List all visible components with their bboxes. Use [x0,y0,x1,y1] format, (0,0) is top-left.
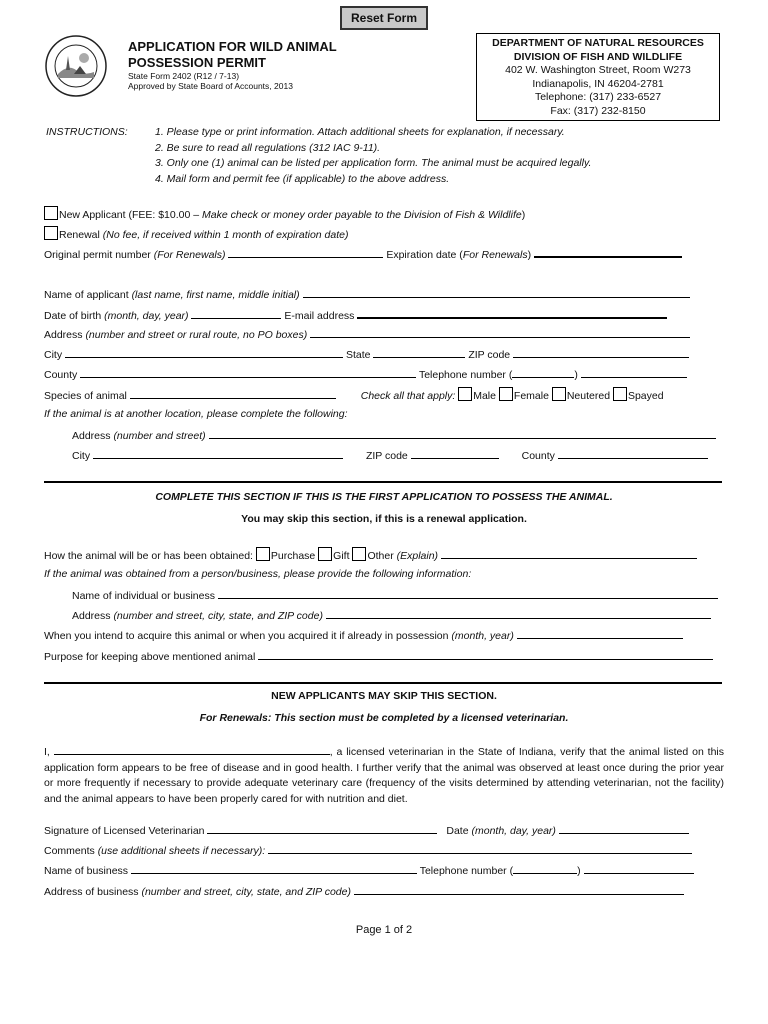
applicant-name-note: (last name, first name, middle initial) [131,289,300,301]
expiration-note: For Renewals [462,249,528,261]
paren-close: ) [577,865,581,877]
renewal-heading: NEW APPLICANTS MAY SKIP THIS SECTION. [271,690,497,702]
paren-close: ) [527,249,532,261]
form-metadata [128,71,293,91]
business-name-field[interactable] [131,863,417,874]
date-note: (month, day, year) [471,825,556,837]
veterinarian-name-field[interactable] [54,744,330,755]
gift-checkbox[interactable] [318,547,332,561]
seller-address-field[interactable] [326,608,711,619]
purpose-row [44,649,713,663]
date-field[interactable] [559,823,689,834]
original-permit-label: Original permit number [44,249,154,261]
dob-label: Date of birth [44,310,105,322]
state-label: State [345,349,371,361]
other-explain-field[interactable] [441,548,697,559]
address-field[interactable] [310,327,690,338]
expiration-label: Expiration date ( [386,249,463,261]
new-applicant-note: Make check or money order payable to the Division of Fish & Wildlife [202,209,522,221]
purpose-label: Purpose for keeping above mentioned animal [44,651,256,663]
gift-label: Gift [333,550,350,562]
business-area-code-field[interactable] [513,863,577,874]
veterinarian-statement [44,744,724,807]
male-label: Male [473,390,496,402]
renewal-note: (No fee, if received within 1 month of expiration date) [102,229,349,241]
acquire-date-row [44,628,683,642]
original-permit-field[interactable] [228,247,383,258]
applicant-name-row [44,287,690,301]
location-county-field[interactable] [558,448,708,459]
comments-row [44,843,692,857]
renewal-checkbox[interactable] [44,226,58,240]
signature-label: Signature of Licensed Veterinarian [44,825,205,837]
date-label: Date [446,825,472,837]
agency-name: DEPARTMENT OF NATURAL RESOURCES [492,37,704,49]
page-number: Page 1 of 2 [355,924,413,936]
business-telephone-field[interactable] [584,863,694,874]
business-address-row [44,884,684,898]
location-address-label: Address [72,430,114,442]
address-note: (number and street or rural route, no PO boxes) [85,329,308,341]
dob-email-row [44,307,667,322]
neutered-label: Neutered [566,390,611,402]
signature-field[interactable] [207,823,437,834]
other-location-note: If the animal is at another location, please complete the following: [44,408,348,420]
new-applicant-label: New Applicant (FEE: $10.00 – [59,209,202,221]
first-app-heading: COMPLETE THIS SECTION IF THIS IS THE FIRST APPLICATION TO POSSESS THE ANIMAL. [155,491,613,503]
address-label: Address [44,329,86,341]
city-label: City [44,349,63,361]
location-city-row [72,448,708,462]
address-row [44,327,690,341]
renewal-subheading: For Renewals: This section must be completed by a licensed veterinarian. [199,712,569,724]
approval-note: Approved by State Board of Accounts, 2013 [128,81,293,91]
expiration-date-field[interactable] [534,246,682,258]
other-checkbox[interactable] [352,547,366,561]
section-divider [44,682,722,684]
renewal-row [44,226,349,241]
purchase-checkbox[interactable] [256,547,270,561]
zip-field[interactable] [513,347,689,358]
acquire-date-note: (month, year) [451,630,514,642]
comments-field[interactable] [268,843,692,854]
business-telephone-label: Telephone number ( [419,865,514,877]
seller-address-row [72,608,711,622]
statement-body: , a licensed veterinarian in the State of Indiana, verify that the animal listed on this application form appears to be free of disease and in good health. I further verify that the animal was observed at least once during the prior year or more frequently if necessary to provide adequate veterinary care (frequency of the visits determined by attending veterinarian, not the facility) and the animal appears to have been properly cared for with nutrition and diet. [44,746,724,805]
applicant-name-field[interactable] [303,287,690,298]
section-divider [44,481,722,483]
original-permit-row [44,246,682,261]
county-field[interactable] [80,367,416,378]
state-field[interactable] [373,347,465,358]
seller-address-label: Address [72,610,114,622]
female-label: Female [513,390,549,402]
location-address-row [72,428,716,442]
renewal-label: Renewal [59,229,103,241]
indiana-state-seal-icon [44,34,108,98]
acquire-date-label: When you intend to acquire this animal or when you acquired it if already in possession [44,630,452,642]
purchase-label: Purchase [270,550,316,562]
paren-close: ) [574,369,578,381]
if-person-note: If the animal was obtained from a person/business, please provide the following information: [44,568,472,580]
agency-address-box [476,33,720,121]
dob-note: (month, day, year) [104,310,189,322]
form-title [128,39,337,71]
individual-business-label: Name of individual or business [72,590,215,602]
comments-note: (use additional sheets if necessary): [97,845,266,857]
agency-street: 402 W. Washington Street, Room W273 [505,64,691,76]
instructions-label: INSTRUCTIONS: [46,126,128,138]
location-zip-field[interactable] [411,448,499,459]
obtained-row [44,547,697,562]
acquire-date-field[interactable] [517,628,683,639]
location-county-label: County [521,450,555,462]
first-app-subheading: You may skip this section, if this is a renewal application. [241,513,527,525]
applicant-name-label: Name of applicant [44,289,132,301]
area-code-field[interactable] [512,367,574,378]
city-state-zip-row [44,347,689,361]
instruction-item: 4. Mail form and permit fee (if applicable) to the above address. [155,173,450,185]
statement-start: I, [44,746,54,758]
purpose-field[interactable] [258,649,713,660]
instruction-item: 1. Please type or print information. Attach additional sheets for explanation, if necessary. [155,126,565,138]
location-address-field[interactable] [209,428,716,439]
check-all-label: Check all that apply: [360,390,456,402]
telephone-label: Telephone number ( [418,369,513,381]
instruction-item: 2. Be sure to read all regulations (312 IAC 9-11). [155,142,381,154]
species-field[interactable] [130,388,336,399]
agency-division: DIVISION OF FISH AND WILDLIFE [513,50,683,63]
species-label: Species of animal [44,390,127,402]
male-checkbox[interactable] [458,387,472,401]
neutered-checkbox[interactable] [552,387,566,401]
business-address-field[interactable] [354,884,684,895]
comments-label: Comments [44,845,98,857]
other-label: Other [367,550,397,562]
obtained-label: How the animal will be or has been obtained: [44,550,253,562]
seller-address-note: (number and street, city, state, and ZIP code) [113,610,323,622]
new-applicant-row [44,206,525,221]
business-name-row [44,863,694,877]
email-field[interactable] [357,307,667,319]
business-address-label: Address of business [44,886,142,898]
reset-form-button[interactable]: Reset Form [340,6,428,30]
species-row [44,387,664,402]
spayed-checkbox[interactable] [613,387,627,401]
location-city-label: City [72,450,91,462]
agency-city: Indianapolis, IN 46204-2781 [532,77,664,90]
signature-row [44,823,689,837]
title-line-2: POSSESSION PERMIT [128,55,266,70]
location-zip-label: ZIP code [365,450,408,462]
agency-fax: Fax: (317) 232-8150 [550,104,646,117]
zip-label: ZIP code [468,349,511,361]
business-address-note: (number and street, city, state, and ZIP code) [141,886,351,898]
individual-business-field[interactable] [218,588,718,599]
agency-telephone: Telephone: (317) 233-6527 [534,91,662,103]
city-field[interactable] [65,347,343,358]
county-telephone-row [44,367,687,381]
location-address-note: (number and street) [113,430,206,442]
other-note: (Explain) [396,550,439,562]
business-name-label: Name of business [44,865,129,877]
paren-close: ) [521,209,526,221]
dob-field[interactable] [191,308,281,319]
new-applicant-checkbox[interactable] [44,206,58,220]
title-line-1: APPLICATION FOR WILD ANIMAL [128,39,337,54]
spayed-label: Spayed [627,390,664,402]
state-form-number: State Form 2402 (R12 / 7-13) [128,71,240,81]
individual-business-row [72,588,718,602]
location-city-field[interactable] [93,448,343,459]
telephone-field[interactable] [581,367,687,378]
female-checkbox[interactable] [499,387,513,401]
email-label: E-mail address [284,310,355,322]
original-permit-note: (For Renewals) [153,249,226,261]
instruction-item: 3. Only one (1) animal can be listed per application form. The animal must be acquired legally. [155,157,592,169]
county-label: County [44,369,78,381]
